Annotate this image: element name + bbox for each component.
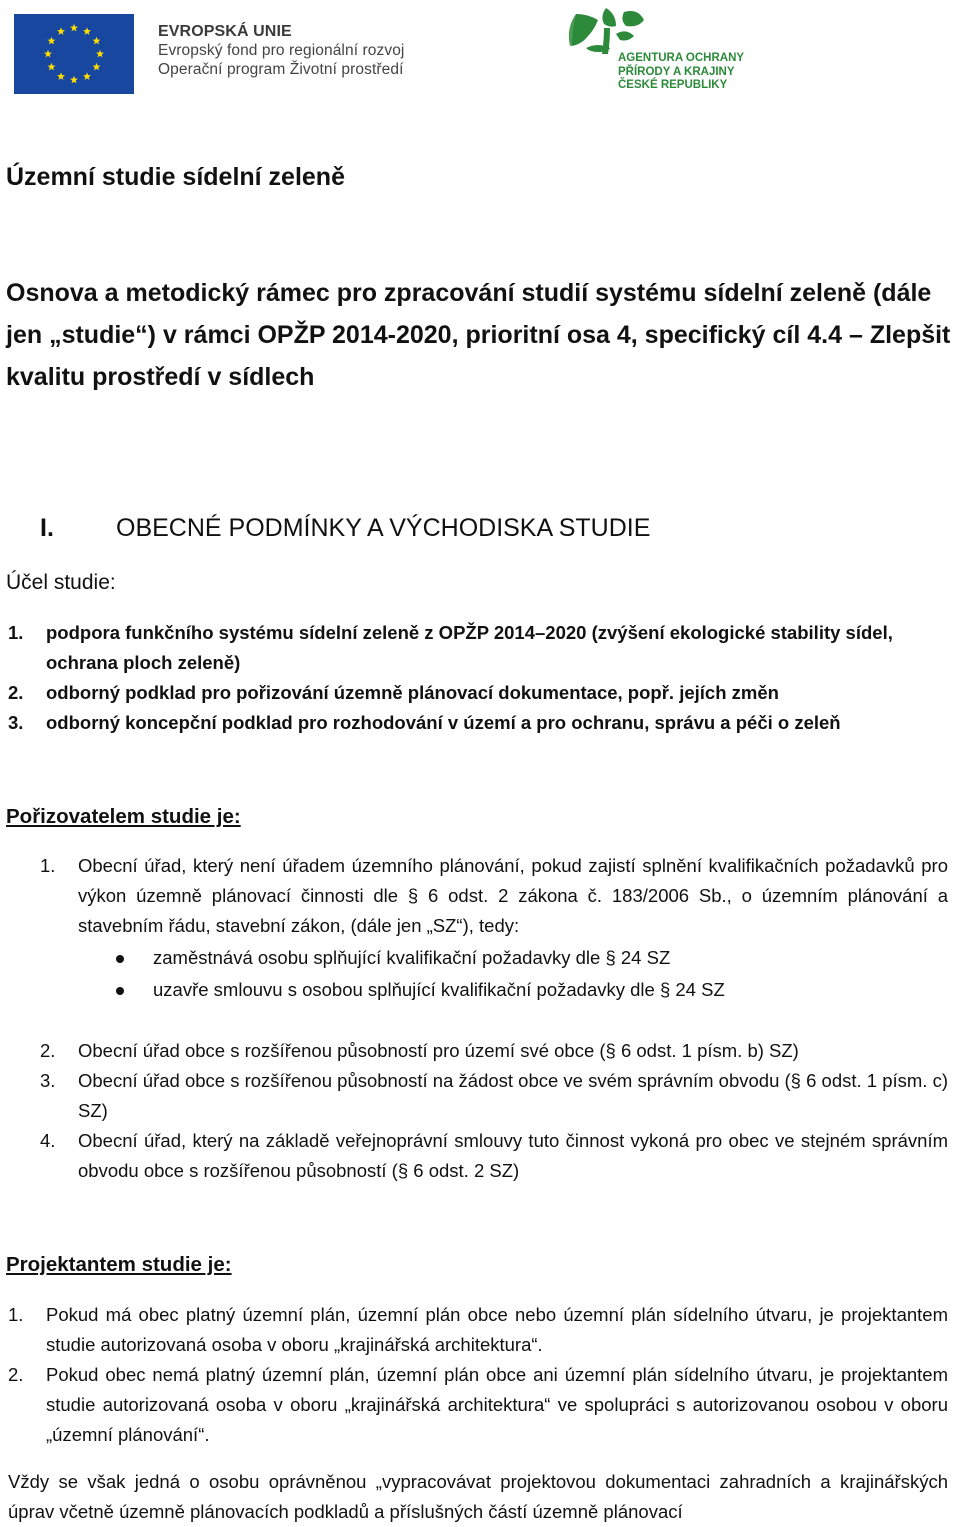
list-text: Obecní úřad, který na základě veřejnoprávní smlouvy tuto činnost vykoná pro obec ve stejném správním obvodu obce s rozšířenou působností (§ 6 odst. 2 SZ)	[78, 1130, 948, 1181]
eu-star-icon	[44, 50, 52, 58]
document-title: Územní studie sídelní zeleně	[6, 163, 345, 191]
eu-star-icon	[83, 27, 91, 35]
list-text: Obecní úřad, který není úřadem územního plánování, pokud zajistí splnění kvalifikačních požadavků pro výkon územně plánovací činnosti dle § 6 odst. 2 zákona č. 183/2006 Sb., o územním plánování a stavebním řádu, stavební zákon, (dále jen „SZ“), tedy:	[78, 855, 948, 936]
list-item	[6, 618, 956, 678]
bullet-item	[40, 975, 948, 1005]
list-number: 2.	[8, 682, 24, 703]
section-heading	[40, 514, 650, 543]
list-item	[8, 1300, 948, 1360]
bullet-text: uzavře smlouvu s osobou splňující kvalifikační požadavky dle § 24 SZ	[153, 979, 725, 1000]
eu-star-icon	[47, 63, 55, 71]
projektant-heading: Projektantem studie je:	[6, 1253, 232, 1276]
section-title: OBECNÉ PODMÍNKY A VÝCHODISKA STUDIE	[116, 514, 651, 542]
document-subtitle: Osnova a metodický rámec pro zpracování studií systému sídelní zeleně (dále jen „studie“) v rámci OPŽP 2014-2020, prioritní osa 4, specifický cíl 4.4 – Zlepšit kvalitu prostředí v sídlech	[6, 279, 951, 391]
list-number: 1.	[40, 855, 56, 876]
eu-star-icon	[93, 37, 101, 45]
bullet-icon	[116, 955, 124, 963]
bullet-item	[40, 943, 948, 973]
list-item	[40, 1066, 948, 1126]
section-number: I.	[40, 514, 54, 542]
list-number: 2.	[40, 1040, 56, 1061]
list-number: 1.	[8, 622, 24, 643]
bullet-text: zaměstnává osobu splňující kvalifikační požadavky dle § 24 SZ	[153, 947, 671, 968]
list-text: odborný podklad pro pořizování územně plánovací dokumentace, popř. jejích změn	[46, 682, 779, 703]
list-text: Pokud má obec platný územní plán, územní plán obce nebo územní plán sídelního útvaru, je projektantem studie autorizovaná osoba v oboru „krajinářská architektura“.	[46, 1304, 948, 1355]
list-text: Pokud obec nemá platný územní plán, územní plán obce ani územní plán sídelního útvaru, je projektantem studie autorizovaná osoba v oboru „krajinářská architektura“ ve spolupráci s autorizovanou osobou v oboru „územní plánování“.	[46, 1364, 948, 1445]
agency-line-1: AGENTURA OCHRANY	[618, 52, 745, 64]
bullet-icon	[116, 987, 124, 995]
list-item	[40, 851, 948, 941]
list-text: odborný koncepční podklad pro rozhodování v území a pro ochranu, správu a péči o zeleň	[46, 712, 841, 733]
agency-line-3: ČESKÉ REPUBLIKY	[618, 79, 728, 91]
list-text: Obecní úřad obce s rozšířenou působností na žádost obce ve svém správním obvodu (§ 6 odst. 1 písm. c) SZ)	[78, 1070, 948, 1121]
ucel-label: Účel studie:	[6, 571, 116, 594]
eu-star-icon	[96, 50, 104, 58]
list-number: 4.	[40, 1130, 56, 1151]
list-number: 3.	[8, 712, 24, 733]
list-item	[6, 708, 956, 738]
list-item	[8, 1360, 948, 1450]
eu-logo-text	[158, 22, 404, 79]
eu-star-icon	[47, 37, 55, 45]
list-number: 3.	[40, 1070, 56, 1091]
eu-logo	[14, 14, 134, 94]
list-item	[40, 1126, 948, 1186]
eu-star-icon	[83, 72, 91, 80]
eu-star-icon	[70, 24, 78, 32]
eu-star-icon	[70, 76, 78, 84]
agency-line-2: PŘÍRODY A KRAJINY	[618, 65, 735, 78]
porizovatel-list	[40, 851, 948, 1005]
list-item	[6, 678, 956, 708]
eu-star-icon	[57, 72, 65, 80]
eu-line-3: Operační program Životní prostředí	[158, 61, 404, 78]
ucel-list	[6, 618, 956, 738]
porizovatel-list-continued	[40, 1036, 948, 1186]
list-number: 2.	[8, 1364, 24, 1385]
projektant-list	[8, 1300, 948, 1450]
eu-line-1: EVROPSKÁ UNIE	[158, 23, 292, 40]
closing-paragraph: Vždy se však jedná o osobu oprávněnou „vypracovávat projektovou dokumentaci zahradních a krajinářských úprav včetně územně plánovacích podkladů a příslušných částí územně plánovací	[8, 1471, 948, 1522]
porizovatel-heading: Pořizovatelem studie je:	[6, 805, 241, 828]
list-text: podpora funkčního systému sídelní zeleně z OPŽP 2014–2020 (zvýšení ekologické stability sídel, ochrana ploch zeleně)	[46, 622, 893, 673]
aopk-logo-text	[618, 52, 744, 93]
eu-flag-icon	[14, 14, 134, 94]
eu-star-icon	[93, 63, 101, 71]
eu-star-icon	[57, 27, 65, 35]
eu-line-2: Evropský fond pro regionální rozvoj	[158, 42, 405, 59]
list-item	[40, 1036, 948, 1066]
list-text: Obecní úřad obce s rozšířenou působností pro území své obce (§ 6 odst. 1 písm. b) SZ)	[78, 1040, 799, 1061]
list-number: 1.	[8, 1304, 24, 1325]
